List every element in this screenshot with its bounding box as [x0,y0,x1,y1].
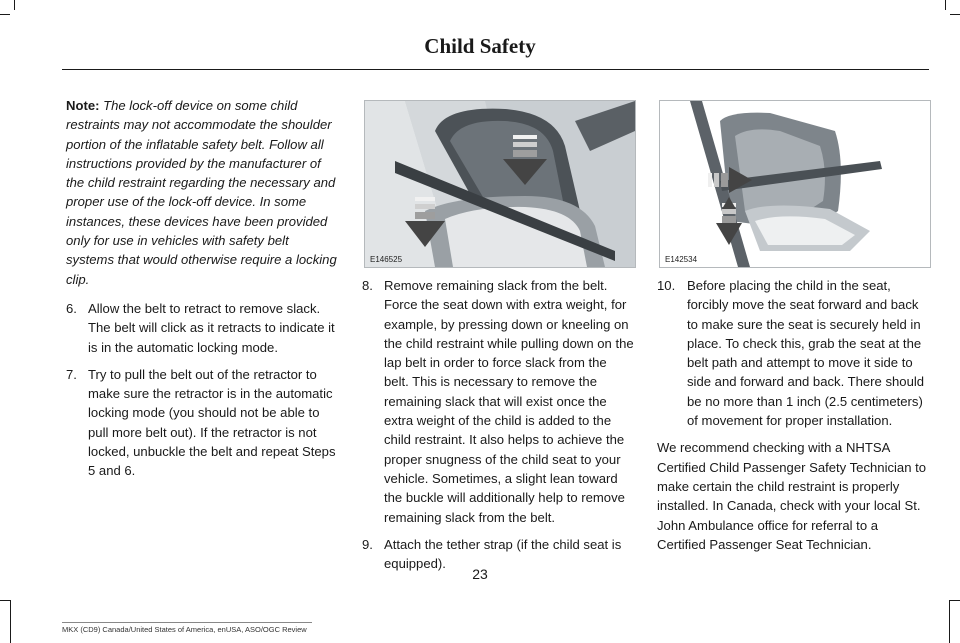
figure-code: E146525 [370,255,403,264]
seat-move-illustration [660,101,930,267]
note-label: Note: [66,98,100,113]
column-middle [362,276,634,581]
step-number: 10. [657,278,676,293]
crop-mark [950,14,960,15]
crop-mark [10,600,11,643]
figure-seat-press-down [364,100,636,268]
list-item [362,276,634,527]
step-number: 7. [66,366,77,382]
step-text: Try to pull the belt out of the retractor to make sure the retractor is in the automatic locking mode (you should not be able to pull more belt out). If the retractor is not locked, unbuckle the belt and repeat Steps 5 and 6. [88,366,336,479]
crop-mark [945,0,946,10]
header-divider [62,69,929,70]
seat-press-illustration [365,101,635,267]
crop-mark [949,600,950,643]
crop-mark [0,14,10,15]
recommendation-paragraph: We recommend checking with a NHTSA Certified Child Passenger Safety Technician to make certain the child restraint is properly installed. In Canada, check with your local St. John Ambulance office for referral to a Certified Passenger Seat Technician. [657,440,927,552]
note-paragraph [66,96,338,289]
figure-code: E142534 [665,255,698,264]
crop-mark [0,600,10,601]
footer-divider [62,622,312,623]
step-text: Allow the belt to retract to remove slack. The belt will click as it retracts to indicate it is in the automatic locking mode. [88,300,335,355]
step-list [66,299,338,481]
step-text: Attach the tether strap (if the child seat is equipped). [384,536,622,572]
page-title: Child Safety [424,34,536,58]
step-text: Remove remaining slack from the belt. Force the seat down with extra weight, for example, by pressing down or kneeling on the child restraint while pulling down on the lap belt in order to force slack from the belt. This is necessary to remove the remaining slack that will exist once the extra weight of the child is added to the child restraint. It also helps to achieve the proper snugness of the child seat to your vehicle. Sometimes, a slight lean toward the buckle will additionally help to remove remaining slack from the belt. [384,278,634,525]
crop-mark [14,0,15,10]
step-number: 6. [66,300,77,316]
page-number: 23 [472,566,488,582]
step-list [657,276,929,430]
step-number: 8. [362,278,373,293]
document-info: MKX (CD9) Canada/United States of America, enUSA, ASO/OGC Review [62,625,307,634]
list-item [657,276,929,430]
step-list [362,276,634,573]
crop-mark [950,600,960,601]
step-text: Before placing the child in the seat, forcibly move the seat forward and back to make sure the seat is securely held in place. To check this, grab the seat at the belt path and attempt to move it side to side and forward and back. There should be no more than 1 inch (2.5 centimeters) of movement for proper installation. [687,278,925,429]
step-number: 9. [362,536,373,552]
list-item [66,365,338,481]
list-item [66,299,338,357]
figure-seat-move-check [659,100,931,268]
column-left [66,96,338,489]
note-text: The lock-off device on some child restraints may not accommodate the shoulder portion of the inflatable safety belt. Follow all instructions provided by the manufacturer of the child restraint regarding the necessary and proper use of the lock-off device. In some instances, these devices have been provided only for use in vehicles with safety belt systems that would otherwise require a locking clip. [66,98,337,287]
column-right [657,276,929,554]
